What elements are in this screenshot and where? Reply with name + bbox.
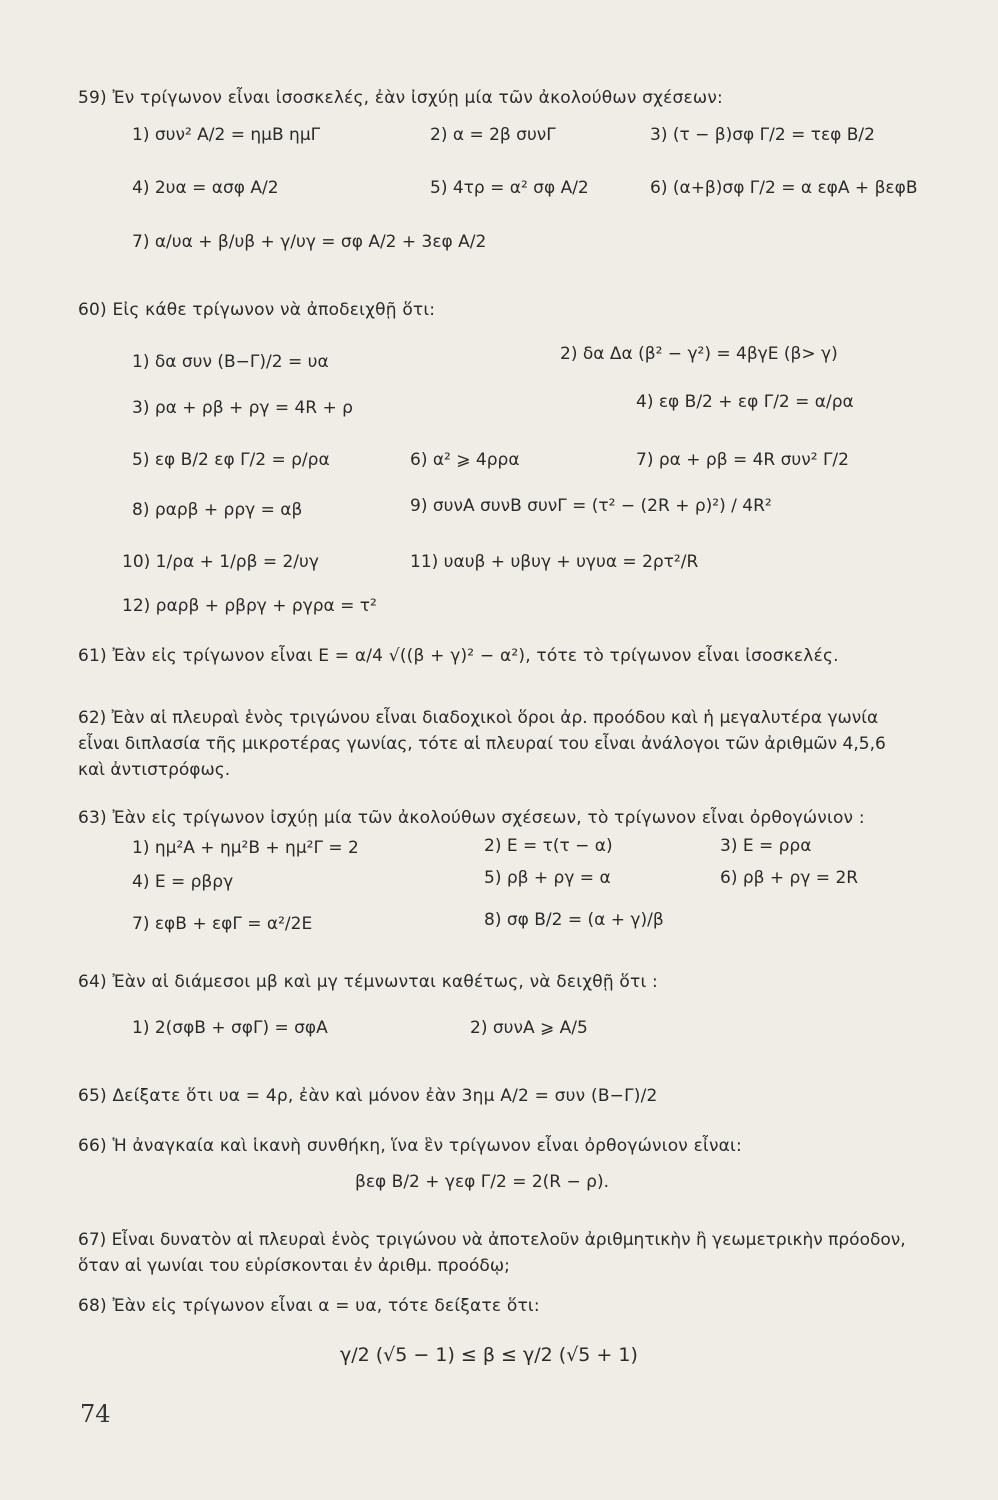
problem-59-header: 59) Ἐν τρίγωνον εἶναι ἰσοσκελές, ἐὰν ἰσχύῃ μία τῶν ἀκολούθων σχέσεων: [78,88,723,108]
p59-eq-1: 1) συν² A/2 = ημB ημΓ [132,125,321,145]
p64-eq-1: 1) 2(σφB + σφΓ) = σφA [132,1018,328,1038]
p60-eq-12: 12) ραρβ + ρβργ + ργρα = τ² [122,596,377,616]
p64-eq-2: 2) συνA ⩾ A/5 [470,1018,588,1038]
p60-eq-2: 2) δα Δα (β² − γ²) = 4βγE (β> γ) [560,344,838,364]
p60-eq-4: 4) εφ B/2 + εφ Γ/2 = α/ρα [636,392,854,412]
problem-65: 65) Δείξατε ὅτι υα = 4ρ, ἐὰν καὶ μόνον ἐὰν 3ημ A/2 = συν (B−Γ)/2 [78,1086,658,1106]
problem-63-header: 63) Ἐὰν εἰς τρίγωνον ἰσχύῃ μία τῶν ἀκολούθων σχέσεων, τὸ τρίγωνον εἶναι ὀρθογώνιον : [78,808,865,828]
p59-eq-3: 3) (τ − β)σφ Γ/2 = τεφ B/2 [650,125,875,145]
p60-eq-7: 7) ρα + ρβ = 4R συν² Γ/2 [636,450,849,470]
problem-60-header: 60) Εἰς κάθε τρίγωνον νὰ ἀποδειχθῇ ὅτι: [78,300,436,320]
p60-eq-11: 11) υαυβ + υβυγ + υγυα = 2ρτ²/R [410,552,699,572]
p66-eq: βεφ B/2 + γεφ Γ/2 = 2(R − ρ). [355,1172,609,1192]
p63-eq-1: 1) ημ²A + ημ²B + ημ²Γ = 2 [132,838,359,858]
p63-eq-6: 6) ρβ + ργ = 2R [720,868,859,888]
p63-eq-7: 7) εφB + εφΓ = α²/2E [132,914,313,934]
problem-64-header: 64) Ἐὰν αἱ διάμεσοι μβ καὶ μγ τέμνωνται καθέτως, νὰ δειχθῇ ὅτι : [78,972,658,992]
p60-eq-9: 9) συνA συνB συνΓ = (τ² − (2R + ρ)²) / 4R² [410,496,772,516]
problem-67-line-1: 67) Εἶναι δυνατὸν αἱ πλευραὶ ἑνὸς τριγώνου νὰ ἀποτελοῦν ἀριθμητικὴν ἢ γεωμετρικὴν πρόοδον, [78,1230,906,1250]
p63-eq-8: 8) σφ B/2 = (α + γ)/β [484,910,664,930]
p60-eq-6: 6) α² ⩾ 4ρρα [410,450,520,470]
p63-eq-5: 5) ρβ + ργ = α [484,868,611,888]
page-number: 74 [80,1400,111,1428]
p60-eq-8: 8) ραρβ + ρργ = αβ [132,500,303,520]
p60-eq-1: 1) δα συν (B−Γ)/2 = υα [132,352,329,372]
p63-eq-3: 3) E = ρρα [720,836,812,856]
problem-61: 61) Ἐὰν εἰς τρίγωνον εἶναι E = α/4 √((β + γ)² − α²), τότε τὸ τρίγωνον εἶναι ἰσοσκελές. [78,646,839,666]
p59-eq-2: 2) α = 2β συνΓ [430,125,556,145]
problem-67-line-2: ὅταν αἱ γωνίαι του εὑρίσκονται ἐν ἀριθμ. προόδῳ; [78,1256,510,1276]
p59-eq-6: 6) (α+β)σφ Γ/2 = α εφA + βεφB [650,178,918,198]
problem-62-line-3: καὶ ἀντιστρόφως. [78,760,231,780]
p59-eq-7: 7) α/υα + β/υβ + γ/υγ = σφ A/2 + 3εφ A/2 [132,232,487,252]
problem-62-line-1: 62) Ἐὰν αἱ πλευραὶ ἑνὸς τριγώνου εἶναι διαδοχικοὶ ὅροι ἀρ. προόδου καὶ ἡ μεγαλυτέρα γωνία [78,708,879,728]
problem-66-header: 66) Ἡ ἀναγκαία καὶ ἱκανὴ συνθήκη, ἵνα ἓν τρίγωνον εἶναι ὀρθογώνιον εἶναι: [78,1136,742,1156]
p63-eq-4: 4) E = ρβργ [132,872,234,892]
p60-eq-5: 5) εφ B/2 εφ Γ/2 = ρ/ρα [132,450,330,470]
p59-eq-4: 4) 2υα = ασφ A/2 [132,178,279,198]
problem-68-header: 68) Ἐὰν εἰς τρίγωνον εἶναι α = υα, τότε δείξατε ὅτι: [78,1296,540,1316]
p59-eq-5: 5) 4τρ = α² σφ A/2 [430,178,589,198]
p60-eq-10: 10) 1/ρα + 1/ρβ = 2/υγ [122,552,319,572]
problem-62-line-2: εἶναι διπλασία τῆς μικροτέρας γωνίας, τότε αἱ πλευραί του εἶναι ἀνάλογοι τῶν ἀριθμῶν 4,5,6 [78,734,886,754]
p60-eq-3: 3) ρα + ρβ + ργ = 4R + ρ [132,398,353,418]
p68-eq: γ/2 (√5 − 1) ≤ β ≤ γ/2 (√5 + 1) [340,1344,638,1366]
p63-eq-2: 2) E = τ(τ − α) [484,836,613,856]
